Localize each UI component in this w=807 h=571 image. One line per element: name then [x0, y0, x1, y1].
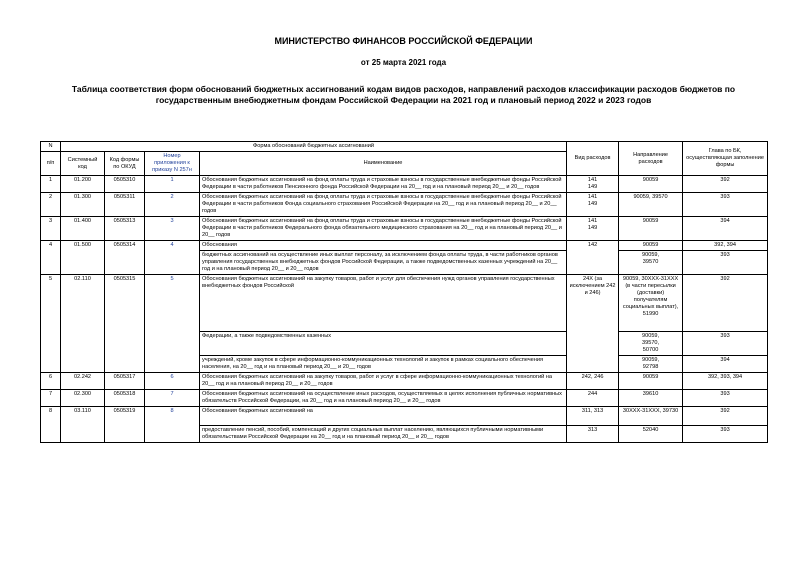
row-vid: 141 149	[567, 217, 619, 241]
row-n: 8	[41, 407, 61, 443]
row-okud: 0505310	[105, 176, 145, 193]
row-pril-link[interactable]: 7	[145, 390, 200, 407]
row-okud: 0505314	[105, 241, 145, 275]
row-vid: 141 149	[567, 176, 619, 193]
row-pril-link[interactable]: 8	[145, 407, 200, 443]
table-row	[41, 176, 768, 193]
table-row	[41, 407, 768, 426]
header-napr: Направление расходов	[619, 142, 683, 176]
row-naim: Обоснования бюджетных ассигнований на закупку товаров, работ и услуг в сфере информационно-коммуникационных технологий на 20__ год и на плановый период 20__ и 20__ годов	[200, 373, 567, 390]
row-naim: учреждений, кроме закупок в сфере информационно-коммуникационных технологий и закупок в рамках социального обеспечения населения, на 20__ год и на плановый период 20__ и 20__ годов	[200, 356, 567, 373]
row-napr: 90059, 92798	[619, 356, 683, 373]
row-napr: 90059	[619, 176, 683, 193]
row-napr: 90059, 30XXX-31XXX (в части пересылки (доставки) получателям социальных выплат), 51990	[619, 275, 683, 332]
row-glava: 392	[683, 407, 768, 426]
header-nomer-pril: Номер приложения к приказу N 257н	[145, 152, 200, 176]
row-napr: 30XXX-31XXX, 39730	[619, 407, 683, 426]
header-glava: Глава по БК, осуществляющая заполнение формы	[683, 142, 768, 176]
row-naim: Федерации, а также подведомственных казенных	[200, 332, 567, 356]
row-glava: 392, 393, 394	[683, 373, 768, 390]
row-n: 2	[41, 193, 61, 217]
row-okud: 0505317	[105, 373, 145, 390]
row-napr: 39610	[619, 390, 683, 407]
row-naim: Обоснования бюджетных ассигнований на закупку товаров, работ и услуг для обеспечения нужд органов управления государственных внебюджетных фондов Российской	[200, 275, 567, 332]
row-sys-kod: 02.300	[61, 390, 105, 407]
table-row	[41, 193, 768, 217]
row-pril-link[interactable]: 6	[145, 373, 200, 390]
row-vid: 142	[567, 241, 619, 275]
row-naim: Обоснования бюджетных ассигнований на осуществление иных расходов, осуществляемых в целях исполнения публичных нормативных обязательств Российской Федерации, на 20__ год и на плановый период 20__ и 20__ годов	[200, 390, 567, 407]
row-naim: Обоснования	[200, 241, 567, 251]
row-pril-link[interactable]: 5	[145, 275, 200, 373]
row-napr: 90059	[619, 217, 683, 241]
header-kod-okud: Код формы по ОКУД	[105, 152, 145, 176]
row-n: 5	[41, 275, 61, 373]
row-glava: 393	[683, 332, 768, 356]
table-row	[41, 217, 768, 241]
row-okud: 0505319	[105, 407, 145, 443]
row-okud: 0505315	[105, 275, 145, 373]
row-napr: 90059, 39570	[619, 251, 683, 275]
row-sys-kod: 01.500	[61, 241, 105, 275]
row-pril-link[interactable]: 1	[145, 176, 200, 193]
row-napr: 90059, 39570	[619, 193, 683, 217]
row-glava: 393	[683, 390, 768, 407]
header-sys-kod: Системный код	[61, 152, 105, 176]
row-pril-link[interactable]: 4	[145, 241, 200, 275]
correspondence-table	[40, 141, 768, 443]
row-naim: предоставление пенсий, пособий, компенсаций и других социальных выплат населению, являющихся публичными нормативными обязательствами Российской Федерации на 20__ год и на плановый период 20__ и 20__ годов	[200, 426, 567, 443]
row-glava: 393	[683, 251, 768, 275]
row-naim: Обоснования бюджетных ассигнований на	[200, 407, 567, 426]
row-okud: 0505318	[105, 390, 145, 407]
row-glava: 394	[683, 217, 768, 241]
header-naim: Наименование	[200, 152, 567, 176]
row-glava: 392	[683, 275, 768, 332]
row-okud: 0505311	[105, 193, 145, 217]
row-n: 6	[41, 373, 61, 390]
row-glava: 393	[683, 193, 768, 217]
table-row	[41, 275, 768, 332]
row-glava: 394	[683, 356, 768, 373]
row-okud: 0505313	[105, 217, 145, 241]
row-pril-link[interactable]: 3	[145, 217, 200, 241]
table-row	[41, 241, 768, 251]
ministry-heading: МИНИСТЕРСТВО ФИНАНСОВ РОССИЙСКОЙ ФЕДЕРАЦИИ	[274, 36, 533, 46]
row-vid: 311, 313	[567, 407, 619, 426]
row-sys-kod: 01.300	[61, 193, 105, 217]
row-vid: 244	[567, 390, 619, 407]
row-vid: 141 149	[567, 193, 619, 217]
row-pril-link[interactable]: 2	[145, 193, 200, 217]
row-n: 7	[41, 390, 61, 407]
header-row-1	[41, 142, 768, 152]
row-vid: 242, 246	[567, 373, 619, 390]
header-vid: Вид расходов	[567, 142, 619, 176]
row-naim: Обоснования бюджетных ассигнований на фонд оплаты труда и страховые взносы в государственные внебюджетные фонды Российской Федерации в части работников Федерального фонда обязательного медицинского страхования на 20__ год и на плановый период 20__ и 20__ годов	[200, 217, 567, 241]
row-naim: бюджетных ассигнований на осуществление иных выплат персоналу, за исключением фонда оплаты труда, в части работников органов управления государственных внебюджетных фондов Российской Федерации, а также подведомственных казенных учреждений на 20__ год и на плановый период 20__ и 20__ годов	[200, 251, 567, 275]
row-naim: Обоснования бюджетных ассигнований на фонд оплаты труда и страховые взносы в государственные внебюджетные фонды Российской Федерации в части работников Фонда социального страхования Российской Федерации на 20__ год и на плановый период 20__ и 20__ годов	[200, 193, 567, 217]
row-napr: 90059	[619, 373, 683, 390]
row-glava: 393	[683, 426, 768, 443]
row-glava: 392	[683, 176, 768, 193]
row-glava: 392, 394	[683, 241, 768, 251]
row-napr: 52040	[619, 426, 683, 443]
row-sys-kod: 02.242	[61, 373, 105, 390]
row-n: 4	[41, 241, 61, 275]
row-vid: 24X (за исключением 242 и 246)	[567, 275, 619, 373]
table-row	[41, 390, 768, 407]
table-row	[41, 373, 768, 390]
row-sys-kod: 01.200	[61, 176, 105, 193]
row-n: 1	[41, 176, 61, 193]
row-sys-kod: 02.110	[61, 275, 105, 373]
row-naim: Обоснования бюджетных ассигнований на фонд оплаты труда и страховые взносы в государственные внебюджетные фонды Российской Федерации в части работников Пенсионного фонда Российской Федерации на 20__ год и на плановый период 20__ и 20__ годов	[200, 176, 567, 193]
document-title: Таблица соответствия форм обоснований бюджетных ассигнований кодам видов расходов, направлений расходов классификации расходов бюджетов по государственным внебюджетным фондам Российской Федерации на 2021 год и плановый период 2022 и 2023 годов	[71, 84, 736, 105]
row-napr: 90059	[619, 241, 683, 251]
document-date: от 25 марта 2021 года	[360, 58, 447, 67]
row-sys-kod: 01.400	[61, 217, 105, 241]
header-forma: Форма обоснований бюджетных ассигнований	[61, 142, 567, 152]
row-vid: 313	[567, 426, 619, 443]
row-n: 3	[41, 217, 61, 241]
row-napr: 90059, 39570, 50700	[619, 332, 683, 356]
header-np: п/п	[41, 152, 61, 176]
header-n: N	[41, 142, 61, 152]
row-sys-kod: 03.110	[61, 407, 105, 443]
